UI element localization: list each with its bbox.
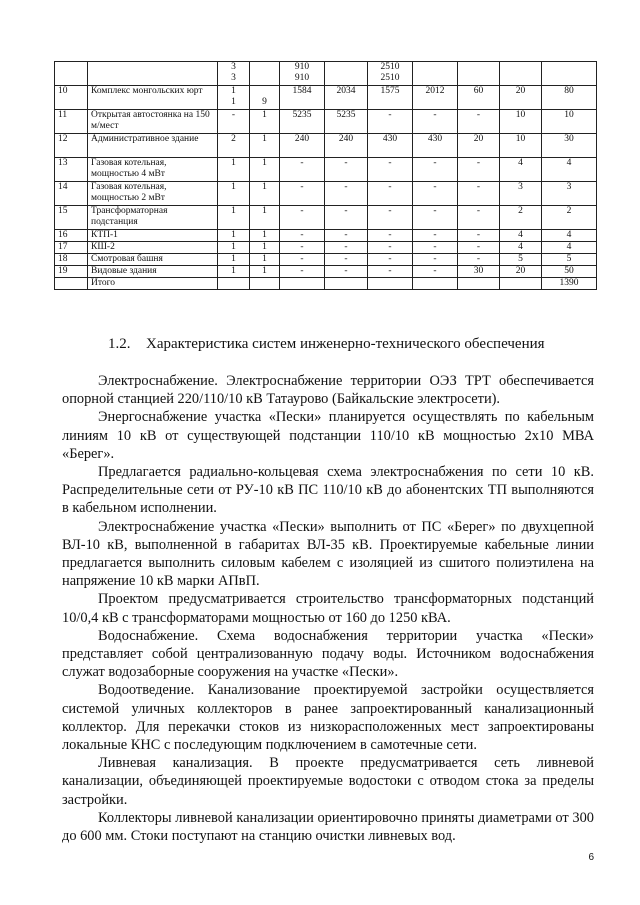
table-cell: 1 — [250, 254, 280, 266]
table-cell: 5 — [542, 254, 597, 266]
page-number: 6 — [588, 852, 594, 863]
table-cell: 2034 — [325, 86, 368, 110]
table-cell: 9 — [250, 86, 280, 110]
row-number: 12 — [55, 134, 88, 158]
table-cell — [55, 62, 88, 86]
row-number: 17 — [55, 242, 88, 254]
table-cell: - — [368, 158, 413, 182]
table-cell: - — [280, 254, 325, 266]
table-cell — [458, 278, 500, 290]
row-number: 15 — [55, 206, 88, 230]
table-cell: 1 — [218, 182, 250, 206]
table-cell: 1 — [218, 206, 250, 230]
paragraph: Ливневая канализация. В проекте предусматривается сеть ливневой канализации, объединяющей проектируемые водостоки с отводом стока за пределы застройки. — [62, 755, 594, 808]
row-number: 14 — [55, 182, 88, 206]
row-number: 18 — [55, 254, 88, 266]
table-cell — [325, 62, 368, 86]
paragraph: Водоотведение. Канализование проектируемой застройки осуществляется системой уличных коллекторов в ранее запроектированный канализационный коллектор. Для перекачки стоков из низкорасположенных мест запроектированы локальные КНС с последующим подключением в самотечные сети. — [62, 682, 594, 754]
table-cell: 10 — [500, 134, 542, 158]
table-row — [55, 206, 597, 230]
table-cell: - — [368, 230, 413, 242]
table-cell — [280, 278, 325, 290]
table-cell: 1 — [218, 242, 250, 254]
table-cell: - — [413, 266, 458, 278]
table-cell: 1 — [250, 266, 280, 278]
table-cell: 1 — [218, 158, 250, 182]
row-number: 10 — [55, 86, 88, 110]
table-cell — [250, 278, 280, 290]
table-cell: 1575 — [368, 86, 413, 110]
table-row — [55, 134, 597, 158]
table-cell: 5 — [500, 254, 542, 266]
table-cell: 50 — [542, 266, 597, 278]
table-cell: 4 — [542, 242, 597, 254]
paragraph: Проектом предусматривается строительство трансформаторных подстанций 10/0,4 кВ с трансформаторами мощностью от 160 до 1250 кВА. — [62, 591, 594, 626]
table-cell: 1 — [218, 254, 250, 266]
table-cell — [413, 278, 458, 290]
table-cell: 1 — [250, 242, 280, 254]
table-cell: 430 — [368, 134, 413, 158]
table-cell: 3 — [542, 182, 597, 206]
table-cell: 1 — [250, 110, 280, 134]
table-cell: - — [458, 158, 500, 182]
table-row — [55, 110, 597, 134]
table-cell: 3 — [500, 182, 542, 206]
total-value: 1390 — [542, 278, 597, 290]
table-cell: - — [458, 110, 500, 134]
table-cell: - — [458, 206, 500, 230]
table-row — [55, 254, 597, 266]
row-name: Административное здание — [88, 134, 218, 158]
row-number: 11 — [55, 110, 88, 134]
table-cell: 5235 — [325, 110, 368, 134]
table-cell: - — [368, 242, 413, 254]
paragraph: Электроснабжение участка «Пески» выполнить от ПС «Берег» по двухцепной ВЛ-10 кВ, выполненной в габаритах ВЛ-35 кВ. Проектируемые кабельные линии предлагается выполнить силовым кабелем с изоляцией из сшитого полиэтилена на напряжение 10 кВ марки АПвП. — [62, 518, 594, 590]
table-cell: 2510 2510 — [368, 62, 413, 86]
table-cell: 60 — [458, 86, 500, 110]
section-title: Характеристика систем инженерно-технического обеспечения — [146, 336, 545, 352]
table-cell: 1584 — [280, 86, 325, 110]
body-text — [62, 372, 594, 845]
table-cell: 2012 — [413, 86, 458, 110]
table-cell: 20 — [500, 86, 542, 110]
table-cell — [55, 278, 88, 290]
table-cell: - — [280, 230, 325, 242]
row-number: 19 — [55, 266, 88, 278]
table-cell — [88, 62, 218, 86]
table-row — [55, 62, 597, 86]
row-name: Трансформаторная подстанция — [88, 206, 218, 230]
table-cell: - — [368, 110, 413, 134]
table-cell: 4 — [500, 242, 542, 254]
row-number: 16 — [55, 230, 88, 242]
table-cell — [250, 62, 280, 86]
table-row — [55, 182, 597, 206]
table-cell: - — [413, 158, 458, 182]
row-name: Газовая котельная, мощностью 2 мВт — [88, 182, 218, 206]
table-cell — [325, 278, 368, 290]
table-cell: - — [325, 230, 368, 242]
table-cell: 1 — [218, 266, 250, 278]
table-cell: - — [413, 230, 458, 242]
table-cell: - — [458, 182, 500, 206]
table-cell: 1 — [218, 230, 250, 242]
table-cell: - — [413, 242, 458, 254]
table-cell — [368, 278, 413, 290]
table-cell: 20 — [458, 134, 500, 158]
table-cell: 430 — [413, 134, 458, 158]
table-cell: 1 — [250, 206, 280, 230]
table-cell: - — [280, 242, 325, 254]
table-cell: 2 — [500, 206, 542, 230]
table-cell: - — [325, 254, 368, 266]
table-cell: - — [325, 158, 368, 182]
table-cell: - — [368, 206, 413, 230]
table-cell — [500, 278, 542, 290]
table-cell — [500, 62, 542, 86]
table-cell: - — [413, 254, 458, 266]
table-cell: - — [368, 266, 413, 278]
row-name: Видовые здания — [88, 266, 218, 278]
table-cell: - — [280, 182, 325, 206]
table-cell: - — [280, 266, 325, 278]
row-name: Смотровая башня — [88, 254, 218, 266]
paragraph: Предлагается радиально-кольцевая схема электроснабжения по сети 10 кВ. Распределительные сети от РУ-10 кВ ПС 110/10 кВ до абонентских ТП выполняются в кабельном исполнении. — [62, 464, 594, 517]
table-cell: 5235 — [280, 110, 325, 134]
table-cell: - — [325, 266, 368, 278]
table-cell — [413, 62, 458, 86]
table-cell: - — [368, 254, 413, 266]
table-cell: - — [458, 254, 500, 266]
total-row — [55, 278, 597, 290]
table-row — [55, 266, 597, 278]
table-cell: 4 — [542, 230, 597, 242]
row-name: КШ-2 — [88, 242, 218, 254]
total-label: Итого — [88, 278, 218, 290]
table-cell: 1 — [250, 158, 280, 182]
table-cell: - — [458, 230, 500, 242]
table-cell: - — [413, 110, 458, 134]
table-cell: 1 — [250, 182, 280, 206]
table-cell: 10 — [542, 110, 597, 134]
table-cell: 1 1 — [218, 86, 250, 110]
section-number: 1.2. — [108, 336, 131, 352]
paragraph: Электроснабжение. Электроснабжение территории ОЭЗ ТРТ обеспечивается опорной станцией 220/110/10 кВ Татаурово (Байкальские электросети). — [62, 373, 594, 408]
paragraph: Коллекторы ливневой канализации ориентировочно приняты диаметрами от 300 до 600 мм. Стоки поступают на станцию очистки ливневых вод. — [62, 809, 594, 845]
section-heading — [108, 336, 545, 353]
row-name: Газовая котельная, мощностью 4 мВт — [88, 158, 218, 182]
table-cell — [458, 62, 500, 86]
table-cell: - — [368, 182, 413, 206]
table-cell: 4 — [500, 230, 542, 242]
table-cell: 80 — [542, 86, 597, 110]
table-cell: 240 — [280, 134, 325, 158]
table-cell — [218, 278, 250, 290]
table-cell — [542, 62, 597, 86]
table-cell: 4 — [542, 158, 597, 182]
table-row — [55, 242, 597, 254]
table-cell: 2 — [542, 206, 597, 230]
table-cell: 910 910 — [280, 62, 325, 86]
table-cell: - — [413, 182, 458, 206]
table-row — [55, 230, 597, 242]
table-cell: 1 — [250, 230, 280, 242]
row-name: Открытая автостоянка на 150 м/мест — [88, 110, 218, 134]
table-cell: 4 — [500, 158, 542, 182]
table-cell: 20 — [500, 266, 542, 278]
table-cell: - — [218, 110, 250, 134]
row-name: Комплекс монгольских юрт — [88, 86, 218, 110]
table-cell: 2 — [218, 134, 250, 158]
table-cell: - — [325, 242, 368, 254]
table-cell: - — [458, 242, 500, 254]
row-name: КТП-1 — [88, 230, 218, 242]
row-number: 13 — [55, 158, 88, 182]
table-cell: 30 — [458, 266, 500, 278]
table-cell: - — [413, 206, 458, 230]
table-cell: 240 — [325, 134, 368, 158]
table-cell: 10 — [500, 110, 542, 134]
table-cell: - — [280, 158, 325, 182]
table-cell: 1 — [250, 134, 280, 158]
buildings-table — [54, 61, 597, 290]
table-row — [55, 158, 597, 182]
paragraph: Водоснабжение. Схема водоснабжения территории участка «Пески» представляет собой централизованную подачу воды. Источником водоснабжения служат водозаборные сооружения на участке «Пески». — [62, 627, 594, 681]
table-cell: 3 3 — [218, 62, 250, 86]
table-row — [55, 86, 597, 110]
table-cell: - — [280, 206, 325, 230]
paragraph: Энергоснабжение участка «Пески» планируется осуществлять по кабельным линиям 10 кВ от существующей подстанции 110/10 кВ мощностью 2х10 МВА «Берег». — [62, 409, 594, 462]
table-cell: - — [325, 182, 368, 206]
table-cell: - — [325, 206, 368, 230]
table-cell: 30 — [542, 134, 597, 158]
